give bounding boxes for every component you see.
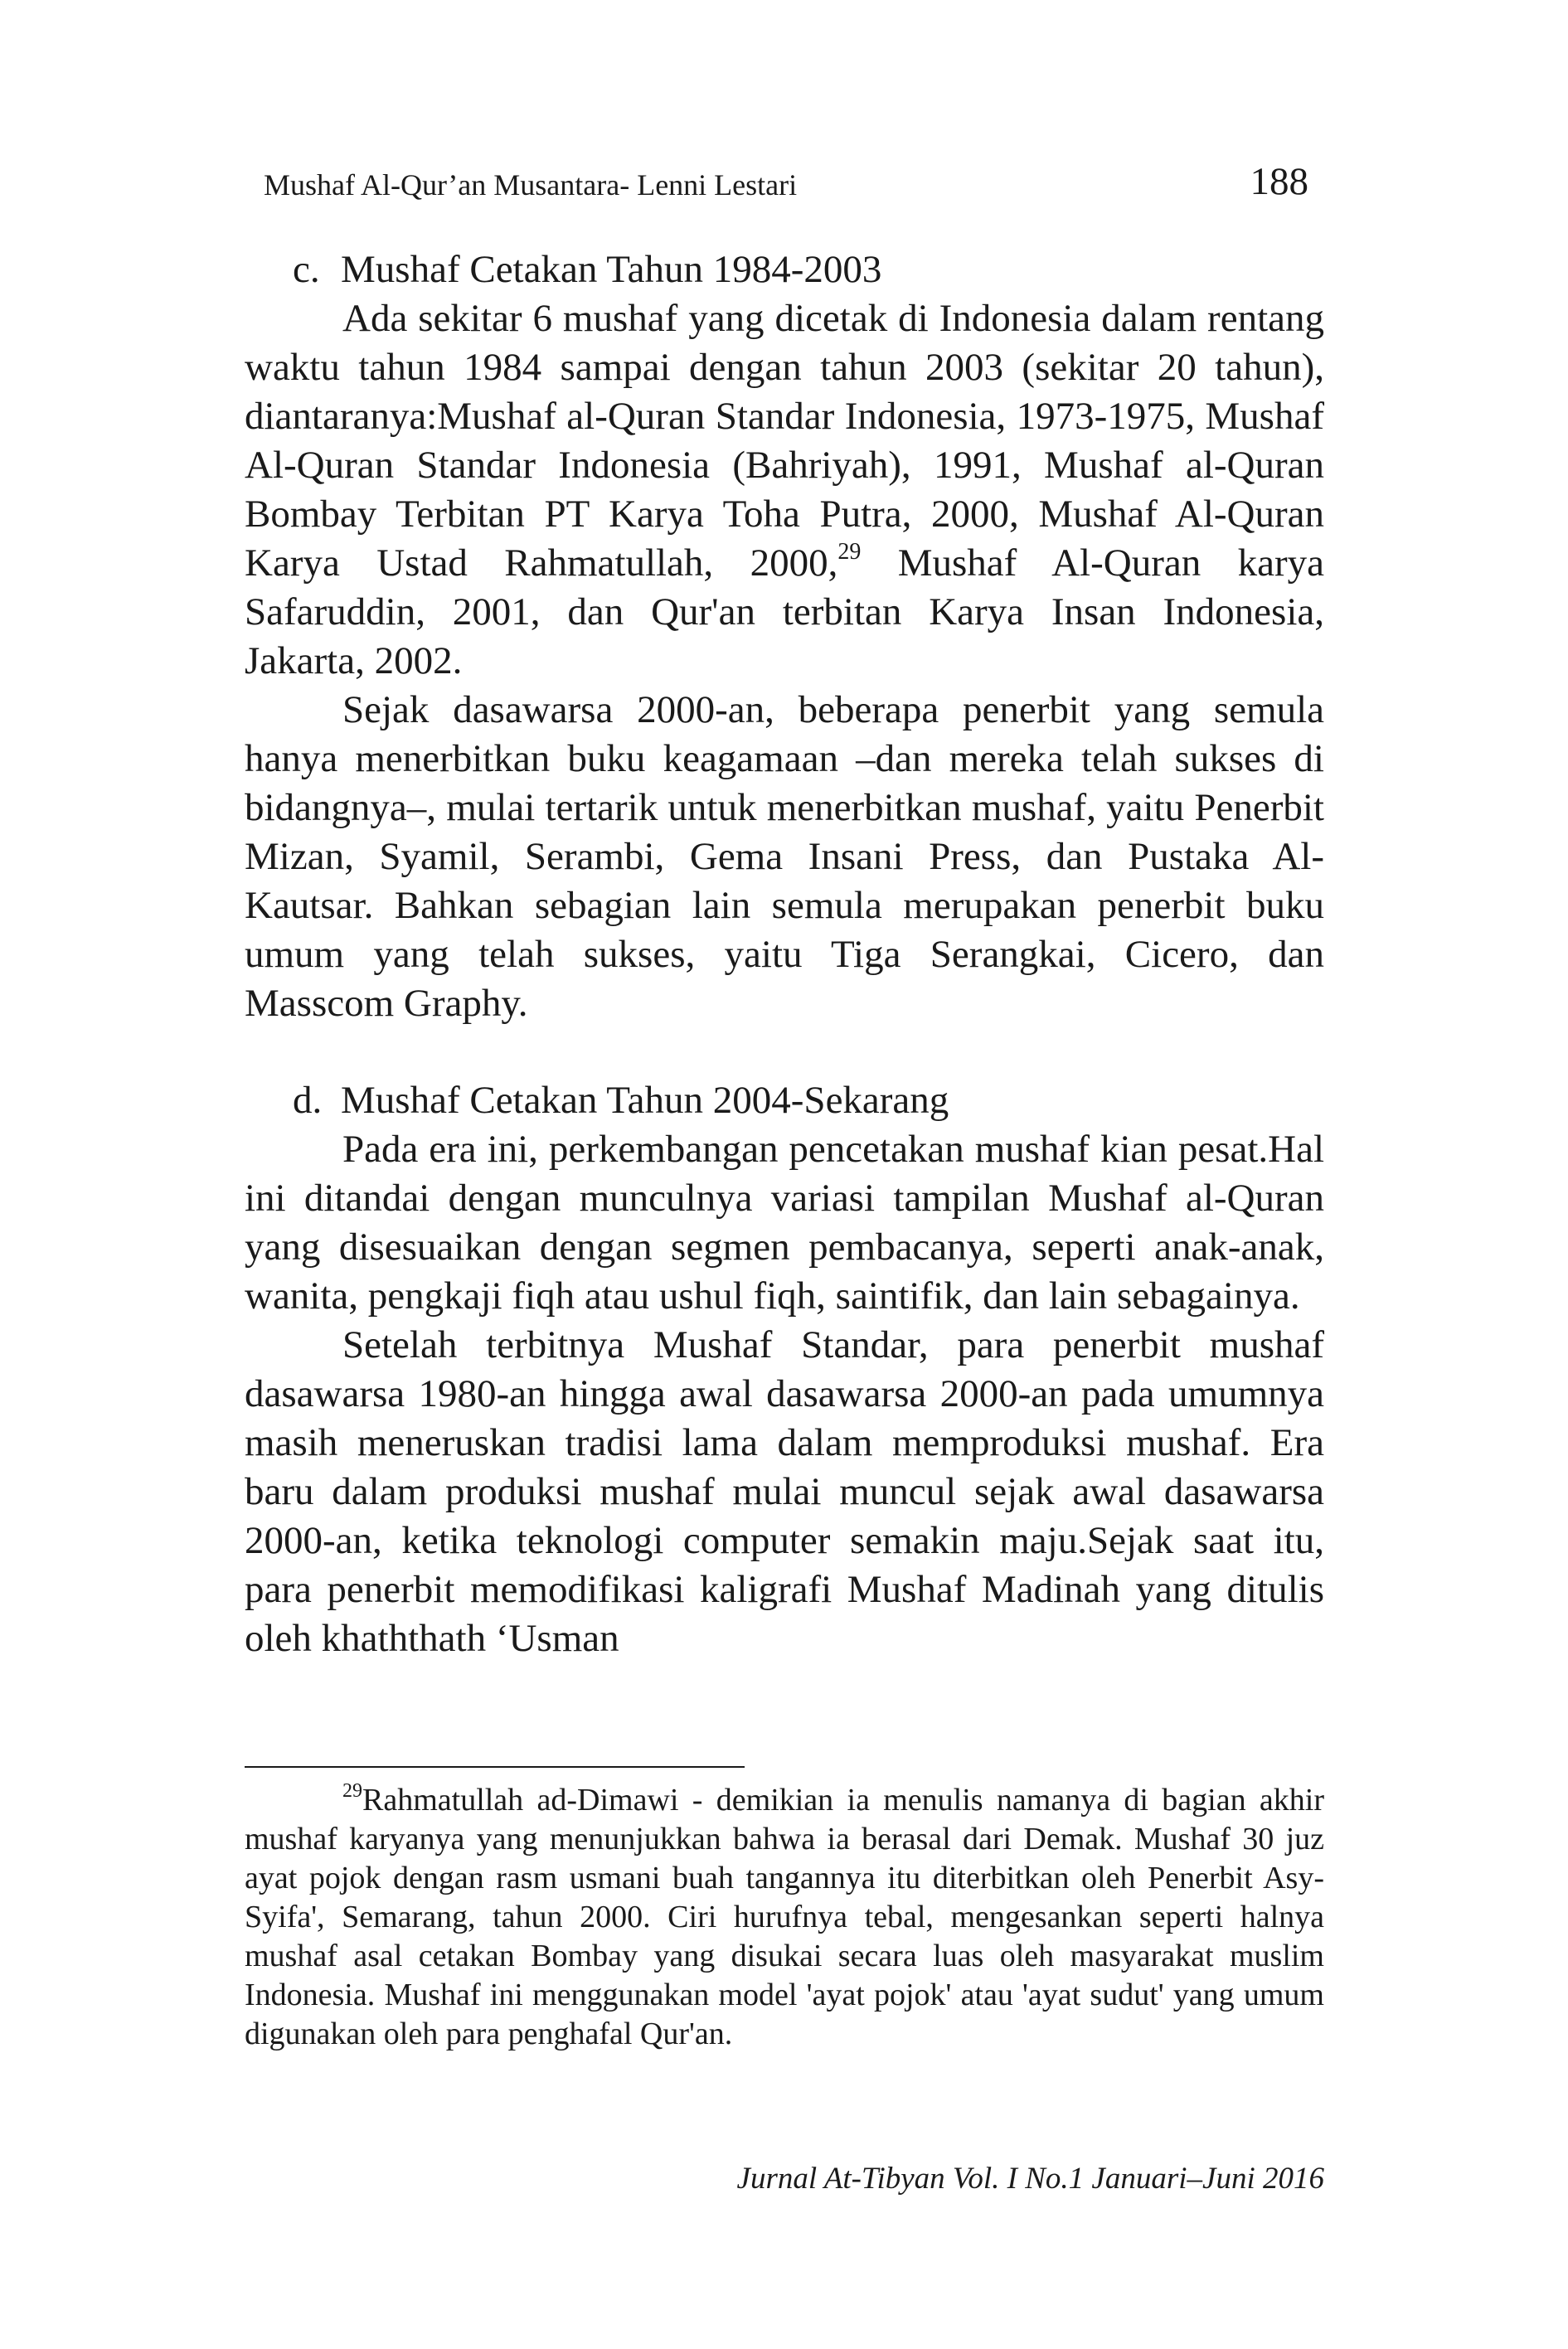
paragraph-c1-text: Ada sekitar 6 mushaf yang dicetak di Indonesia dalam rentang waktu tahun 1984 sampai dengan tahun 2003 (sekitar 20 tahun), diantaranya:Mushaf al-Quran Standar Indonesia, 1973-1975, Mushaf Al-Quran Standar Indonesia (Bahriyah), 1991, Mushaf al-Quran Bombay Terbitan PT Karya Toha Putra, 2000, Mushaf Al-Quran Karya Ustad Rahmatullah, 2000,: [245, 297, 1324, 585]
section-title-c: Mushaf Cetakan Tahun 1984-2003: [341, 248, 882, 291]
page-number: 188: [1250, 160, 1308, 203]
footnote-reference[interactable]: 29: [837, 539, 862, 565]
paragraph-c1: [245, 294, 1324, 686]
footnote-number: 29: [342, 1780, 362, 1802]
footnote-text: Rahmatullah ad-Dimawi - demikian ia menulis namanya di bagian akhir mushaf karyanya yang menunjukkan bahwa ia berasal dari Demak. Mushaf 30 juz ayat pojok dengan rasm usmani buah tangannya itu diterbitkan oleh Penerbit Asy-Syifa', Semarang, tahun 2000. Ciri hurufnya tebal, mengesankan seperti halnya mushaf asal cetakan Bombay yang disukai secara luas oleh masyarakat muslim Indonesia. Mushaf ini menggunakan model 'ayat pojok' atau 'ayat sudut' yang umum digunakan oleh para penghafal Qur'an.: [245, 1783, 1324, 2051]
section-heading-d: [245, 1076, 1324, 1125]
journal-footer: Jurnal At-Tibyan Vol. I No.1 Januari–Juni 2016: [736, 2162, 1324, 2196]
footnote-divider: [245, 1766, 745, 1768]
section-title-d: Mushaf Cetakan Tahun 2004-Sekarang: [341, 1079, 949, 1122]
paragraph-d1: Pada era ini, perkembangan pencetakan mushaf kian pesat.Hal ini ditandai dengan munculnya variasi tampilan Mushaf al-Quran yang disesuaikan dengan segmen pembacanya, seperti anak-anak, wanita, pengkaji fiqh atau ushul fiqh, saintifik, dan lain sebagainya.: [245, 1128, 1324, 1318]
section-heading-c: [245, 245, 1324, 294]
paragraph-c2: Sejak dasawarsa 2000-an, beberapa penerbit yang semula hanya menerbitkan buku keagamaan –dan mereka telah sukses di bidangnya–, mulai tertarik untuk menerbitkan mushaf, yaitu Penerbit Mizan, Syamil, Serambi, Gema Insani Press, dan Pustaka Al-Kautsar. Bahkan sebagian lain semula merupakan penerbit buku umum yang telah sukses, yaitu Tiga Serangkai, Cicero, dan Masscom Graphy.: [245, 688, 1324, 1025]
paragraph-d2: Setelah terbitnya Mushaf Standar, para penerbit mushaf dasawarsa 1980-an hingga awal dasawarsa 2000-an pada umumnya masih meneruskan tradisi lama dalam memproduksi mushaf. Era baru dalam produksi mushaf mulai muncul sejak awal dasawarsa 2000-an, ketika teknologi computer semakin maju.Sejak saat itu, para penerbit memodifikasi kaligrafi Mushaf Madinah yang ditulis oleh khaththath ‘Usman: [245, 1323, 1324, 1660]
body-text: [245, 245, 1324, 1663]
running-title: Mushaf Al-Qur’an Musantara- Lenni Lestari: [264, 168, 798, 201]
paragraph-c1-text-continued: Mushaf Al-Quran karya Safaruddin, 2001, dan Qur'an terbitan Karya Insan Indonesia, Jakarta, 2002.: [245, 541, 1324, 682]
page-header: [264, 159, 1308, 209]
section-marker-d: d.: [293, 1079, 323, 1122]
section-gap: [245, 1028, 1324, 1076]
footnote: [245, 1781, 1324, 2054]
section-marker-c: c.: [293, 248, 320, 291]
